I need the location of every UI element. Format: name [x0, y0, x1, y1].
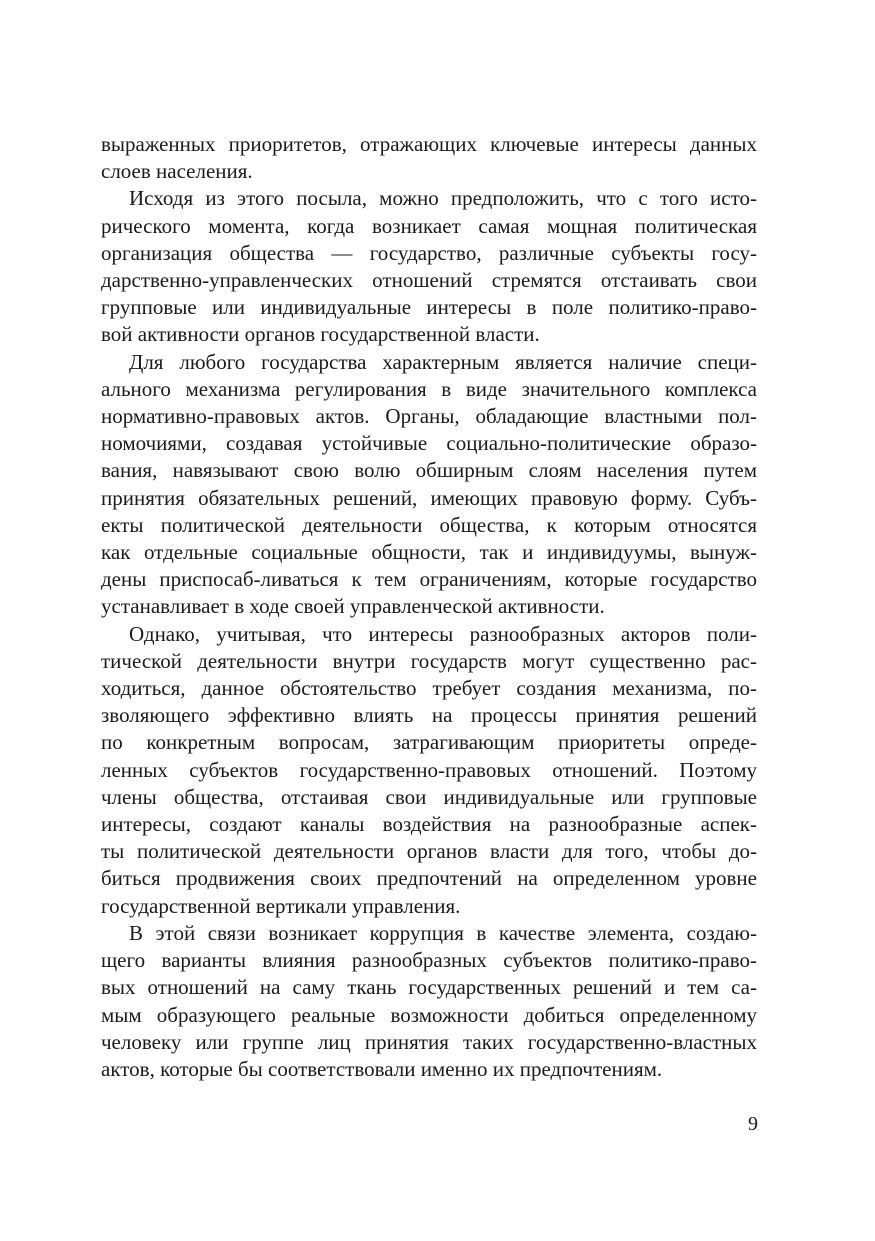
text-line: Для любого государства характерным является наличие специ- [129, 349, 757, 374]
text-line: рического момента, когда возникает самая мощная политическая [101, 213, 757, 238]
paragraph [101, 920, 757, 1083]
text-line: по конкретным вопросам, затрагивающим приоритеты опреде- [101, 730, 757, 755]
text-line: вых отношений на саму ткань государственных решений и тем са- [101, 975, 757, 1000]
paragraph [101, 131, 757, 185]
text-line: слоев населения. [101, 159, 253, 184]
text-line: принятия обязательных решений, имеющих правовую форму. Субъ- [101, 485, 757, 510]
text-line: как отдельные социальные общности, так и индивидуумы, вынуж- [101, 540, 757, 565]
text-line: номочиями, создавая устойчивые социально-политические образо- [101, 431, 757, 456]
text-line: тической деятельности внутри государств могут существенно рас- [101, 648, 757, 673]
text-line: дены приспосаб-ливаться к тем ограничениям, которые государство [101, 567, 757, 592]
text-line: Однако, учитывая, что интересы разнообразных акторов поли- [129, 621, 757, 646]
text-line: групповые или индивидуальные интересы в поле политико-право- [101, 295, 757, 320]
page-number: 9 [748, 1113, 758, 1135]
text-line: щего варианты влияния разнообразных субъектов политико-право- [101, 948, 757, 973]
text-line: зволяющего эффективно влиять на процессы принятия решений [101, 703, 757, 728]
text-line: устанавливает в ходе своей управленческой активности. [101, 594, 605, 619]
text-line: мым образующего реальные возможности добиться определенному [101, 1002, 757, 1027]
text-line: Исходя из этого посыла, можно предположить, что с того исто- [129, 186, 757, 211]
text-line: биться продвижения своих предпочтений на определенном уровне [101, 866, 757, 891]
text-line: ходиться, данное обстоятельство требует создания механизма, по- [101, 676, 757, 701]
paragraph [101, 185, 757, 348]
text-line: члены общества, отстаивая свои индивидуальные или групповые [101, 784, 757, 809]
text-line: государственной вертикали управления. [101, 893, 461, 918]
text-line: ты политической деятельности органов власти для того, чтобы до- [101, 839, 757, 864]
text-line: организация общества — государство, различные субъекты госу- [101, 240, 757, 265]
text-line: интересы, создают каналы воздействия на разнообразные аспек- [101, 812, 757, 837]
text-line: нормативно-правовых актов. Органы, обладающие властными пол- [101, 404, 757, 429]
text-line: В этой связи возникает коррупция в качестве элемента, создаю- [129, 920, 757, 945]
text-line: вания, навязывают свою волю обширным слоям населения путем [101, 458, 757, 483]
text-line: человеку или группе лиц принятия таких государственно-властных [101, 1029, 757, 1054]
text-line: ленных субъектов государственно-правовых отношений. Поэтому [101, 757, 757, 782]
text-line: дарственно-управленческих отношений стремятся отстаивать свои [101, 268, 757, 293]
text-line: екты политической деятельности общества, к которым относятся [101, 512, 757, 537]
paragraph [101, 349, 757, 621]
text-line: выраженных приоритетов, отражающих ключевые интересы данных [101, 132, 757, 156]
text-line: вой активности органов государственной власти. [101, 322, 540, 347]
text-line: ального механизма регулирования в виде значительного комплекса [101, 376, 757, 401]
text-line: актов, которые бы соответствовали именно их предпочтениям. [101, 1056, 663, 1081]
paragraph [101, 621, 757, 920]
body-text [101, 131, 757, 1083]
